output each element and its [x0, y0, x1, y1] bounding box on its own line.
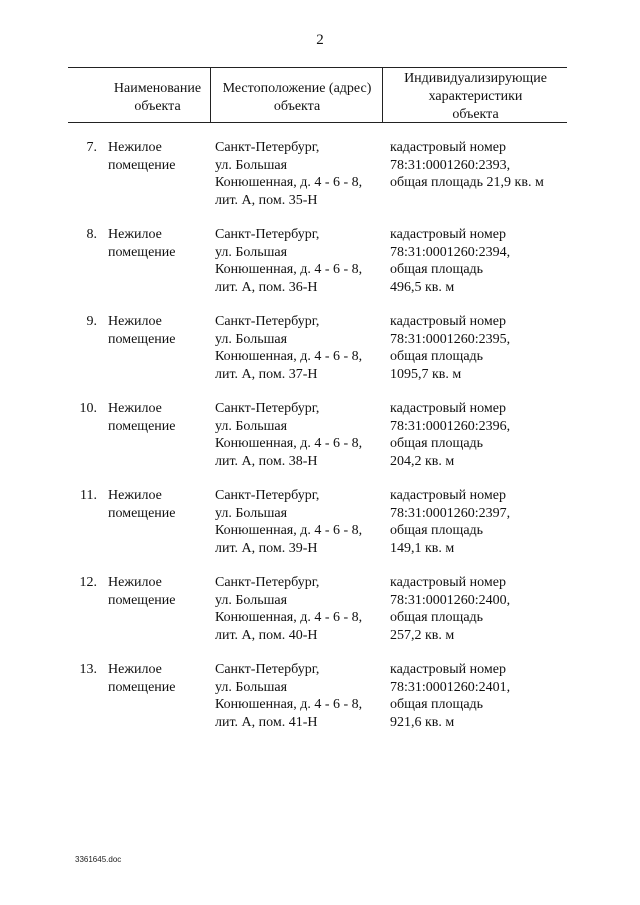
cell-line: Нежилое: [108, 314, 162, 329]
header-line: Наименование: [113, 81, 202, 96]
row-number: 9.: [86, 314, 97, 329]
cell-line: 921,6 кв. м: [390, 714, 455, 730]
cell-line: ул. Большая: [215, 157, 288, 173]
object-location-cell: [215, 400, 385, 470]
cell-line: общая площадь 21,9 кв. м: [390, 175, 544, 190]
cell-line: Конюшенная, д. 4 - 6 - 8,: [215, 262, 363, 277]
cell-line: общая площадь: [390, 436, 484, 451]
cell-line: помещение: [108, 244, 176, 260]
cell-line: Санкт-Петербург,: [215, 575, 320, 590]
object-name-cell: [108, 226, 208, 261]
cell-line: кадастровый номер: [390, 662, 506, 677]
cell-line: Нежилое: [108, 140, 162, 155]
cell-line: ул. Большая: [215, 505, 288, 521]
cell-line: Санкт-Петербург,: [215, 488, 320, 503]
table-top-rule: [68, 67, 567, 68]
cell-line: помещение: [108, 418, 176, 434]
cell-line: лит. А, пом. 37-Н: [215, 366, 318, 382]
cell-line: помещение: [108, 331, 176, 347]
header-line: Местоположение (адрес): [222, 81, 372, 96]
cell-line: ул. Большая: [215, 418, 288, 434]
cell-line: помещение: [108, 157, 176, 173]
row-number: 12.: [79, 575, 97, 590]
object-characteristics-cell: [390, 574, 570, 644]
object-location-cell: [215, 313, 385, 383]
cell-line: лит. А, пом. 38-Н: [215, 453, 318, 469]
header-line: объекта: [273, 99, 321, 114]
column-separator: [382, 67, 383, 122]
object-characteristics-cell: [390, 226, 570, 296]
object-name-cell: [108, 574, 208, 609]
cell-line: лит. А, пом. 40-Н: [215, 627, 318, 643]
cell-line: ул. Большая: [215, 244, 288, 260]
object-characteristics-cell: [390, 139, 570, 192]
object-name-cell: [108, 139, 208, 174]
cell-line: Конюшенная, д. 4 - 6 - 8,: [215, 610, 363, 625]
cell-line: помещение: [108, 592, 176, 608]
cell-line: Конюшенная, д. 4 - 6 - 8,: [215, 523, 363, 538]
cell-line: лит. А, пом. 39-Н: [215, 540, 318, 556]
cell-line: общая площадь: [390, 349, 484, 364]
column-header-name: [100, 80, 215, 116]
cell-line: 78:31:0001260:2395,: [390, 331, 511, 347]
cell-line: Нежилое: [108, 575, 162, 590]
object-location-cell: [215, 574, 385, 644]
header-line: объекта: [452, 107, 499, 122]
object-name-cell: [108, 661, 208, 696]
row-number: 7.: [86, 140, 97, 155]
footer-filename: 3361645.doc: [75, 855, 122, 864]
cell-line: Санкт-Петербург,: [215, 401, 320, 416]
row-number: 13.: [79, 662, 97, 677]
header-line: Индивидуализирующие: [404, 71, 547, 86]
row-number: 11.: [80, 488, 97, 503]
cell-line: общая площадь: [390, 262, 484, 277]
cell-line: лит. А, пом. 41-Н: [215, 714, 318, 730]
object-location-cell: [215, 661, 385, 731]
object-characteristics-cell: [390, 313, 570, 383]
cell-line: кадастровый номер: [390, 140, 506, 155]
object-characteristics-cell: [390, 400, 570, 470]
cell-line: Санкт-Петербург,: [215, 227, 320, 242]
cell-line: Нежилое: [108, 227, 162, 242]
cell-line: помещение: [108, 679, 176, 695]
cell-line: ул. Большая: [215, 679, 288, 695]
cell-line: 78:31:0001260:2400,: [390, 592, 511, 608]
cell-line: кадастровый номер: [390, 488, 506, 503]
cell-line: 1095,7 кв. м: [390, 366, 462, 382]
cell-line: Конюшенная, д. 4 - 6 - 8,: [215, 436, 363, 451]
cell-line: 78:31:0001260:2393,: [390, 157, 511, 173]
cell-line: Санкт-Петербург,: [215, 662, 320, 677]
object-characteristics-cell: [390, 661, 570, 731]
cell-line: кадастровый номер: [390, 401, 506, 416]
cell-line: общая площадь: [390, 523, 484, 538]
cell-line: 204,2 кв. м: [390, 453, 455, 469]
object-name-cell: [108, 313, 208, 348]
object-name-cell: [108, 400, 208, 435]
cell-line: 78:31:0001260:2397,: [390, 505, 511, 521]
object-name-cell: [108, 487, 208, 522]
cell-line: кадастровый номер: [390, 575, 506, 590]
cell-line: лит. А, пом. 35-Н: [215, 192, 318, 208]
row-number: 10.: [79, 401, 97, 416]
column-header-location: [212, 80, 382, 116]
header-line: характеристики: [428, 89, 523, 104]
cell-line: Нежилое: [108, 401, 162, 416]
cell-line: кадастровый номер: [390, 314, 506, 329]
cell-line: 78:31:0001260:2401,: [390, 679, 511, 695]
cell-line: Нежилое: [108, 488, 162, 503]
cell-line: 257,2 кв. м: [390, 627, 455, 643]
cell-line: 78:31:0001260:2396,: [390, 418, 511, 434]
object-location-cell: [215, 487, 385, 557]
cell-line: 78:31:0001260:2394,: [390, 244, 511, 260]
cell-line: Нежилое: [108, 662, 162, 677]
cell-line: 149,1 кв. м: [390, 540, 455, 556]
header-line: объекта: [134, 99, 181, 114]
cell-line: лит. А, пом. 36-Н: [215, 279, 318, 295]
object-characteristics-cell: [390, 487, 570, 557]
cell-line: 496,5 кв. м: [390, 279, 455, 295]
object-location-cell: [215, 226, 385, 296]
page-number: 2: [316, 32, 324, 48]
cell-line: Санкт-Петербург,: [215, 140, 320, 155]
cell-line: кадастровый номер: [390, 227, 506, 242]
row-number: 8.: [86, 227, 97, 242]
cell-line: Санкт-Петербург,: [215, 314, 320, 329]
cell-line: помещение: [108, 505, 176, 521]
cell-line: Конюшенная, д. 4 - 6 - 8,: [215, 697, 363, 712]
column-header-characteristics: [384, 70, 567, 124]
object-location-cell: [215, 139, 385, 209]
cell-line: общая площадь: [390, 610, 484, 625]
cell-line: общая площадь: [390, 697, 484, 712]
cell-line: ул. Большая: [215, 592, 288, 608]
cell-line: ул. Большая: [215, 331, 288, 347]
cell-line: Конюшенная, д. 4 - 6 - 8,: [215, 175, 363, 190]
cell-line: Конюшенная, д. 4 - 6 - 8,: [215, 349, 363, 364]
